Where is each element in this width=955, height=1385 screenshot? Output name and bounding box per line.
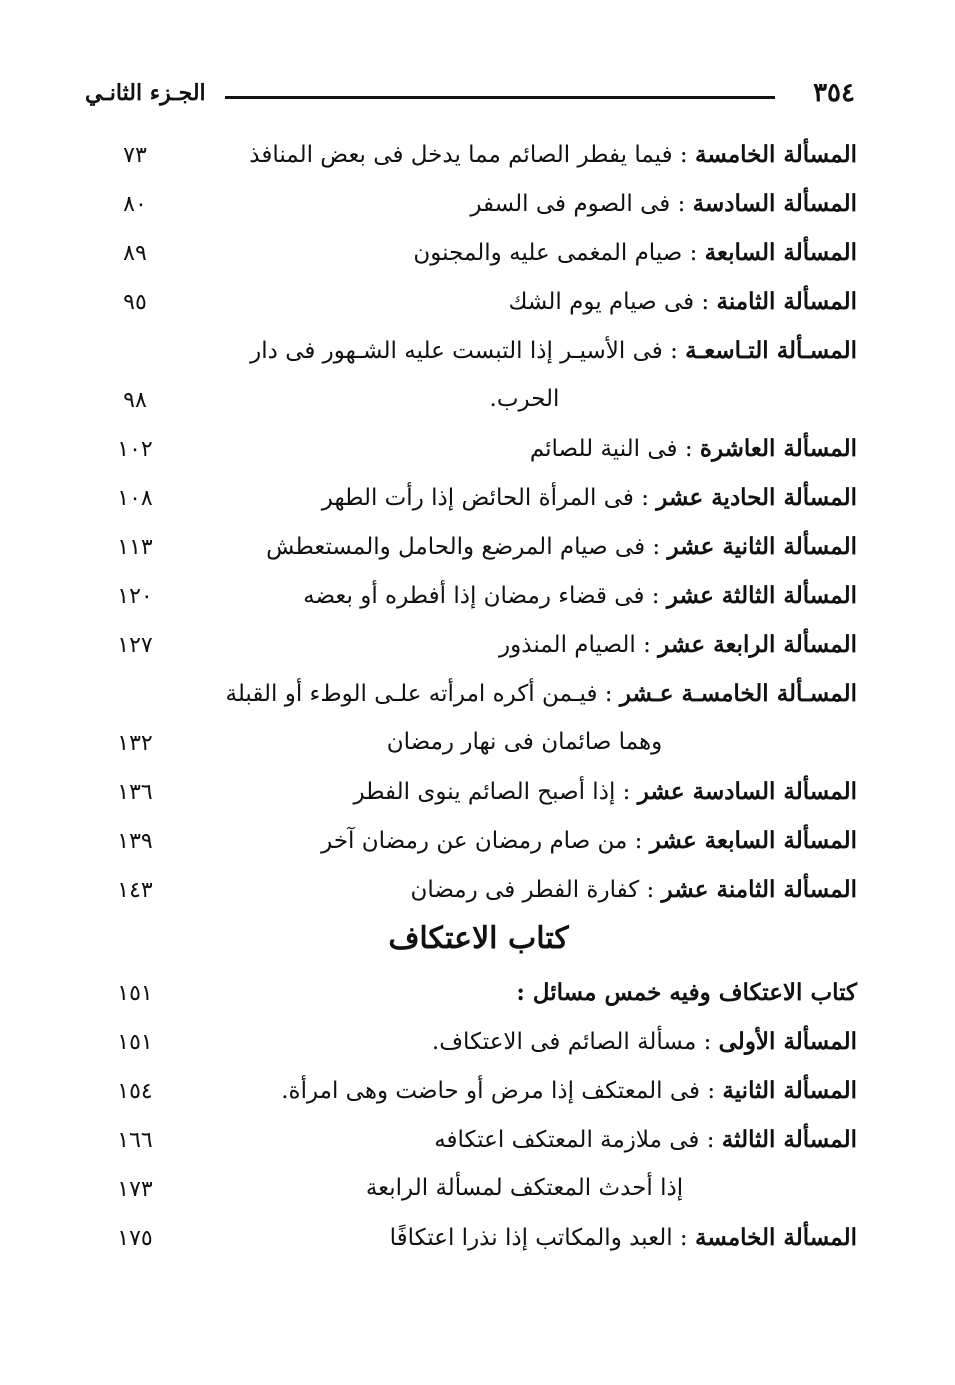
issue-text: : صيام المغمى عليه والمجنون bbox=[413, 240, 705, 266]
toc-page-number: ١٣٢ bbox=[117, 731, 153, 756]
issue-label: المسألة الثانية bbox=[722, 1077, 857, 1104]
toc-page-number: ١٣٦ bbox=[117, 780, 153, 805]
toc-entry-title bbox=[192, 778, 857, 805]
issue-label: المسألة الثانية عشر bbox=[667, 533, 857, 560]
toc-entry bbox=[100, 973, 857, 1022]
toc-entry-title bbox=[192, 1224, 857, 1251]
issue-text: : فى المعتكف إذا مرض أو حاضت وهى امرأة. bbox=[281, 1078, 723, 1104]
issue-text: : الصيام المنذور bbox=[499, 632, 659, 658]
toc-page-number: ١٢٠ bbox=[117, 584, 153, 609]
toc-entry bbox=[100, 1022, 857, 1071]
toc-entry bbox=[100, 674, 857, 723]
toc-entry-title bbox=[192, 1175, 857, 1201]
toc-entry-title bbox=[192, 1077, 857, 1104]
toc-entry-title bbox=[192, 288, 857, 315]
issue-label: المسألة الثامنة عشر bbox=[661, 876, 857, 903]
toc-page-number: ٧٣ bbox=[123, 143, 147, 168]
issue-text: : كفارة الفطر فى رمضان bbox=[410, 877, 662, 903]
issue-text: : فى ملازمة المعتكف اعتكافه bbox=[434, 1127, 722, 1153]
toc-page-number: ١٥١ bbox=[117, 1030, 153, 1055]
toc-entry bbox=[100, 527, 857, 576]
toc-page-number: ٨٠ bbox=[123, 192, 147, 217]
toc-entry bbox=[100, 870, 857, 919]
toc-page-number: ٨٩ bbox=[123, 241, 147, 266]
issue-label: المسـألة التـاسعـة bbox=[685, 337, 857, 364]
issue-label: المسألة الحادية عشر bbox=[656, 484, 857, 511]
toc-itikaf-section bbox=[100, 973, 857, 1267]
toc-entry bbox=[100, 233, 857, 282]
toc-page-number: ١١٣ bbox=[117, 535, 153, 560]
toc-entry-title bbox=[192, 876, 857, 903]
issue-label: المسألة السابعة bbox=[704, 239, 857, 266]
issue-text: : فى الأسيـر إذا التبست عليه الشـهور فى دار bbox=[250, 338, 686, 364]
toc-page-number: ١٠٢ bbox=[117, 437, 153, 462]
section-title: كتاب الاعتكاف bbox=[388, 921, 569, 956]
toc-page-number: ١٤٣ bbox=[117, 878, 153, 903]
issue-label: المسألة الخامسة bbox=[695, 141, 857, 168]
toc-page-number: ١٧٥ bbox=[117, 1226, 153, 1251]
issue-text: وهما صائمان فى نهار رمضان bbox=[386, 729, 663, 755]
toc-entry-title bbox=[192, 729, 857, 755]
toc-entry-title bbox=[192, 141, 857, 168]
toc-entry bbox=[100, 429, 857, 478]
toc-entry-title bbox=[192, 680, 857, 707]
page-number: ٣٥٤ bbox=[813, 78, 855, 108]
issue-label: المسألة الثالثة bbox=[721, 1126, 857, 1153]
issue-text: : فيـمن أكره امرأته علـى الوطء أو القبلة bbox=[225, 681, 620, 707]
header-rule bbox=[225, 96, 775, 99]
issue-text: : فى المرأة الحائض إذا رأت الطهر bbox=[321, 485, 657, 511]
toc-entry bbox=[100, 1169, 857, 1218]
toc-page-number: ١٢٧ bbox=[117, 633, 153, 658]
toc-entry bbox=[100, 184, 857, 233]
toc-entry-title bbox=[192, 631, 857, 658]
toc-entry bbox=[100, 576, 857, 625]
toc-entry-title bbox=[192, 484, 857, 511]
toc-page-number: ١٦٦ bbox=[117, 1128, 153, 1153]
toc-entry bbox=[100, 282, 857, 331]
issue-text: الحرب. bbox=[489, 386, 560, 412]
issue-label: المسألة الأولى bbox=[718, 1028, 857, 1055]
issue-label: المسألة الثالثة عشر bbox=[666, 582, 857, 609]
toc-entry bbox=[100, 1218, 857, 1267]
issue-text: : من صام رمضان عن رمضان آخر bbox=[321, 828, 650, 854]
toc-page-number: ١٧٣ bbox=[117, 1177, 153, 1202]
toc-entry-title bbox=[192, 1028, 857, 1055]
issue-text: : فى النية للصائم bbox=[529, 436, 700, 462]
toc-entry bbox=[100, 821, 857, 870]
toc-entry bbox=[100, 1120, 857, 1169]
toc-fasting-section bbox=[100, 135, 857, 919]
toc-entry bbox=[100, 478, 857, 527]
toc-entry-title bbox=[192, 979, 857, 1006]
toc-entry-title bbox=[192, 1126, 857, 1153]
issue-text: إذا أحدث المعتكف لمسألة الرابعة bbox=[365, 1175, 684, 1201]
issue-label: المسألة الرابعة عشر bbox=[658, 631, 857, 658]
issue-text: : فيما يفطر الصائم مما يدخل فى بعض المنافذ bbox=[249, 142, 695, 168]
issue-text: : العبد والمكاتب إذا نذرا اعتكافًا bbox=[389, 1225, 695, 1251]
toc-entry bbox=[100, 331, 857, 380]
issue-label: المسألة السابعة عشر bbox=[649, 827, 857, 854]
issue-text: : فى الصوم فى السفر bbox=[470, 191, 693, 217]
page-header bbox=[85, 78, 855, 118]
toc-entry-title bbox=[192, 827, 857, 854]
toc-entry bbox=[100, 723, 857, 772]
toc-page-number: ٩٨ bbox=[123, 388, 147, 413]
issue-text: : فى صيام المرضع والحامل والمستعطش bbox=[266, 534, 668, 560]
table-of-contents bbox=[100, 135, 857, 1267]
toc-entry bbox=[100, 1071, 857, 1120]
toc-entry-title bbox=[192, 239, 857, 266]
toc-entry-title bbox=[192, 435, 857, 462]
issue-label: المسـألة الخامسـة عـشر bbox=[619, 680, 857, 707]
toc-entry bbox=[100, 625, 857, 674]
issue-text: : فى صيام يوم الشك bbox=[508, 289, 717, 315]
issue-label: المسألة العاشرة bbox=[699, 435, 857, 462]
toc-entry-title bbox=[192, 533, 857, 560]
toc-entry-title bbox=[192, 190, 857, 217]
toc-entry-title bbox=[192, 337, 857, 364]
toc-page-number: ١٣٩ bbox=[117, 829, 153, 854]
issue-label: المسألة الخامسة bbox=[695, 1224, 857, 1251]
toc-entry-title bbox=[192, 582, 857, 609]
issue-text: : مسألة الصائم فى الاعتكاف. bbox=[431, 1029, 719, 1055]
issue-label: المسألة السادسة bbox=[692, 190, 857, 217]
toc-entry bbox=[100, 772, 857, 821]
issue-label: كتاب الاعتكاف وفيه خمس مسائل : bbox=[516, 979, 857, 1006]
toc-entry-title bbox=[192, 386, 857, 412]
issue-label: المسألة الثامنة bbox=[716, 288, 857, 315]
issue-text: : إذا أصبح الصائم ينوى الفطر bbox=[353, 779, 638, 805]
toc-page-number: ٩٥ bbox=[123, 290, 147, 315]
toc-page-number: ١٠٨ bbox=[117, 486, 153, 511]
toc-page-number: ١٥١ bbox=[117, 981, 153, 1006]
toc-entry bbox=[100, 380, 857, 429]
issue-label: المسألة السادسة عشر bbox=[637, 778, 857, 805]
toc-page-number: ١٥٤ bbox=[117, 1079, 153, 1104]
issue-text: : فى قضاء رمضان إذا أفطره أو بعضه bbox=[303, 583, 667, 609]
toc-entry bbox=[100, 135, 857, 184]
part-title: الجـزء الثانـي bbox=[85, 80, 206, 106]
